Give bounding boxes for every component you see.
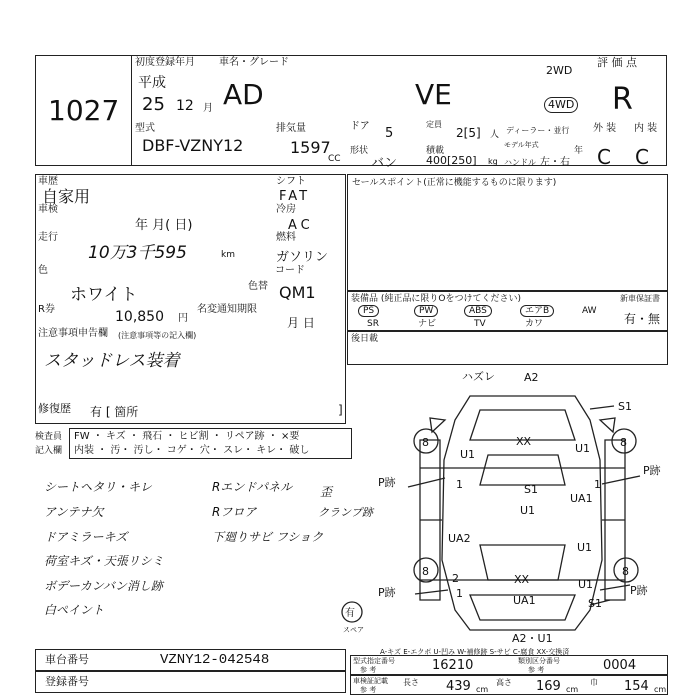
diagram-mark: UA1 <box>570 492 593 505</box>
capacity-label: 定員 <box>426 120 442 129</box>
eval-label: 評 価 点 <box>597 56 637 69</box>
handle-value: 左・右 <box>540 157 570 168</box>
diagram-mark: 1 <box>456 478 463 491</box>
displacement-label: 排気量 <box>276 123 306 134</box>
note-seat: シートヘタリ・キレ <box>44 480 152 494</box>
shape-label: 形状 <box>350 146 369 156</box>
aircon-value: AC <box>288 218 314 233</box>
diagram-mark: P跡 <box>378 586 396 599</box>
diagram-mark: XX <box>514 573 530 586</box>
diagram-mark: U1 <box>575 442 591 455</box>
seat-unit: 人 <box>490 130 500 140</box>
diagram-mark: 1 <box>456 587 463 600</box>
equip-navi: ナビ <box>418 319 437 329</box>
diagram-mark: 8 <box>622 565 629 578</box>
equip-airbag: エアB <box>520 305 554 317</box>
diagram-mark: UA2 <box>448 532 471 545</box>
notice-label: 注意事項申告欄 <box>38 328 108 339</box>
shape: バン <box>371 156 398 171</box>
equip-tv: TV <box>474 319 486 329</box>
equip-ps: PS <box>358 305 379 317</box>
load-unit: kg <box>488 157 498 166</box>
class-label: 類別区分番号 <box>518 657 560 665</box>
diagram-mark: P跡 <box>378 476 396 489</box>
width-unit: cm <box>654 685 667 694</box>
note-cargo: 荷室キズ・天張リシミ <box>44 554 164 568</box>
drive-2wd: 2WD <box>546 64 573 77</box>
era: 平成 <box>138 75 166 91</box>
lot-number: 1027 <box>48 94 120 127</box>
shift-value: FAT <box>279 189 311 204</box>
repair-end: ] <box>338 403 343 417</box>
height-unit: cm <box>566 685 579 694</box>
diagram-mark: 1 <box>594 478 601 491</box>
diagram-mark: U1 <box>460 448 476 461</box>
exterior-label: 外 装 <box>593 123 617 134</box>
diagram-mark: U1 <box>578 578 594 591</box>
diagram-mark: ハズレ <box>462 370 495 383</box>
repair-value: 有 [ 箇所 <box>90 405 139 419</box>
equip-abs: ABS <box>464 305 492 317</box>
model-year-label: モデル年式 <box>504 141 539 149</box>
length-label: 長さ <box>403 678 419 687</box>
length: 439 <box>446 679 471 694</box>
interior-label: 内 装 <box>634 123 658 134</box>
diagram-mark: 2 <box>452 572 459 585</box>
inspector-row-1: FW ・ キズ ・ 飛石 ・ ヒビ割 ・ リペア跡 ・ ×要 <box>74 431 300 442</box>
r-price-unit: 円 <box>178 313 188 324</box>
handle-label: ハンドル <box>504 158 536 167</box>
inspector-label-2: 記入欄 <box>35 446 63 456</box>
model-type: DBF-VZNY12 <box>142 136 244 155</box>
month-unit: 月 <box>203 103 213 114</box>
diagram-mark: 8 <box>422 565 429 578</box>
diagram-mark: P跡 <box>630 584 648 597</box>
width-label: 巾 <box>590 678 598 687</box>
name-change-value: 月 日 <box>287 316 315 330</box>
model-type-label: 型式 <box>135 123 155 134</box>
diagram-mark: A2 <box>524 371 539 384</box>
door-label: ドア <box>350 121 370 132</box>
equip-aw: AW <box>582 306 597 316</box>
chassis-number: VZNY12-042548 <box>160 652 270 668</box>
fuel-label: 燃料 <box>276 232 296 243</box>
width: 154 <box>624 679 649 694</box>
history-label: 車歴 <box>38 176 58 187</box>
r-price-label: R券 <box>38 304 55 315</box>
aircon-label: 冷房 <box>276 204 296 215</box>
cert-sub: 参 考 <box>360 686 377 694</box>
equip-pw: PW <box>414 305 438 317</box>
inspection-value: 年 月( 日) <box>135 218 193 233</box>
inspection-label: 車検 <box>38 204 58 215</box>
load-label: 積載 <box>426 146 445 156</box>
grade: VE <box>415 78 452 111</box>
diagram-mark: S1 <box>524 483 538 496</box>
cert-label: 車検証記載 <box>353 677 388 685</box>
car-name: AD <box>223 78 264 111</box>
seats: 2[5] <box>456 126 481 140</box>
diagram-mark: U1 <box>520 504 536 517</box>
reg-month: 12 <box>176 98 194 114</box>
inspector-row-2: 内装 ・ 汚・ 汚し・ コゲ・ 穴・ スレ・ キレ・ 破し <box>74 445 310 456</box>
shift-label: シフト <box>276 176 306 187</box>
type-num: 16210 <box>432 658 474 673</box>
dealer-label: ディーラー・並行 <box>506 126 570 135</box>
diagram-mark: スペア <box>343 626 364 634</box>
interior-score: C <box>635 145 649 169</box>
height: 169 <box>536 679 561 694</box>
load: 400[250] <box>426 154 477 167</box>
cc-unit: CC <box>328 154 341 164</box>
note-body: ボデーカンバン消し跡 <box>44 579 163 593</box>
mileage-value: 10万3千595 <box>88 243 187 263</box>
exterior-score: C <box>597 145 611 169</box>
history-value: 自家用 <box>42 187 91 206</box>
later-install-title: 後日載 <box>351 334 379 344</box>
r-price-value: 10,850 <box>115 309 164 325</box>
class-sub: 参 考 <box>528 666 545 674</box>
note-paint: 白ペイント <box>44 603 105 617</box>
note-warp: 歪 <box>320 485 333 499</box>
class-num: 0004 <box>603 658 637 673</box>
equip-sr: SR <box>367 319 379 329</box>
chassis-label: 車台番号 <box>45 653 89 666</box>
diagram-mark: P跡 <box>643 464 661 477</box>
diagram-mark: 8 <box>422 436 429 449</box>
doors: 5 <box>385 126 394 141</box>
name-change-label: 名変通知期限 <box>197 304 257 315</box>
fuel-value: ガソリン <box>276 250 329 265</box>
note-underbody: 下廻りサビ フショク <box>212 530 324 544</box>
new-manual-label: 新車保証書 <box>620 294 660 303</box>
length-unit: cm <box>476 685 489 694</box>
reg-year: 25 <box>142 94 165 115</box>
notice-sub: (注意事項等の記入欄) <box>118 331 197 340</box>
eval-score: R <box>612 82 633 117</box>
repair-label: 修復歴 <box>38 402 71 415</box>
color-code-label: コード <box>275 265 305 276</box>
displacement: 1597 <box>290 138 331 157</box>
equip-leather: カワ <box>525 319 544 329</box>
height-label: 高さ <box>496 678 512 687</box>
diagram-mark: 有 <box>345 608 355 619</box>
note-antenna: アンテナ欠 <box>44 505 104 519</box>
type-num-sub: 参 考 <box>360 666 377 674</box>
diagram-mark: S1 <box>618 400 632 413</box>
reg-label: 登録番号 <box>45 675 89 688</box>
color-code-value: QM1 <box>279 283 316 302</box>
notice-value: スタッドレス装着 <box>44 351 180 371</box>
diagram-mark: UA1 <box>513 594 536 607</box>
diagram-mark: 8 <box>620 436 627 449</box>
note-rear-floor: Rフロア <box>212 505 257 519</box>
sales-point-title: セールスポイント(正常に機能するものに限ります) <box>352 178 557 188</box>
damage-legend: A-キズ E-エクボ U-凹み W-補修跡 S-サビ C-腐食 XX-交換済 <box>380 648 570 656</box>
type-num-label: 型式指定番号 <box>353 657 395 665</box>
color-label: 色 <box>38 265 48 276</box>
year-unit: 年 <box>574 146 584 156</box>
note-clamp: クランプ跡 <box>318 506 373 519</box>
diagram-mark: U1 <box>577 541 593 554</box>
note-rear-panel: Rエンドパネル <box>212 480 293 494</box>
drive-4wd: 4WD <box>544 97 578 113</box>
equipment-title: 装備品 (純正品に限りOをつけてください) <box>351 294 521 304</box>
inspector-label-1: 検査員 <box>35 432 63 442</box>
color-value: ホワイト <box>70 285 138 305</box>
note-mirror: ドアミラーキズ <box>44 530 128 544</box>
mileage-unit: km <box>221 250 235 260</box>
diagram-mark: S1 <box>588 597 602 610</box>
color-swap-label: 色替 <box>248 281 268 292</box>
diagram-mark: XX <box>516 435 532 448</box>
first-reg-label: 初度登録年月 <box>135 57 195 68</box>
new-manual-value: 有・無 <box>624 312 661 326</box>
diagram-mark: A2・U1 <box>512 632 553 645</box>
mileage-label: 走行 <box>38 232 58 243</box>
car-name-label: 車名・グレード <box>219 57 289 68</box>
